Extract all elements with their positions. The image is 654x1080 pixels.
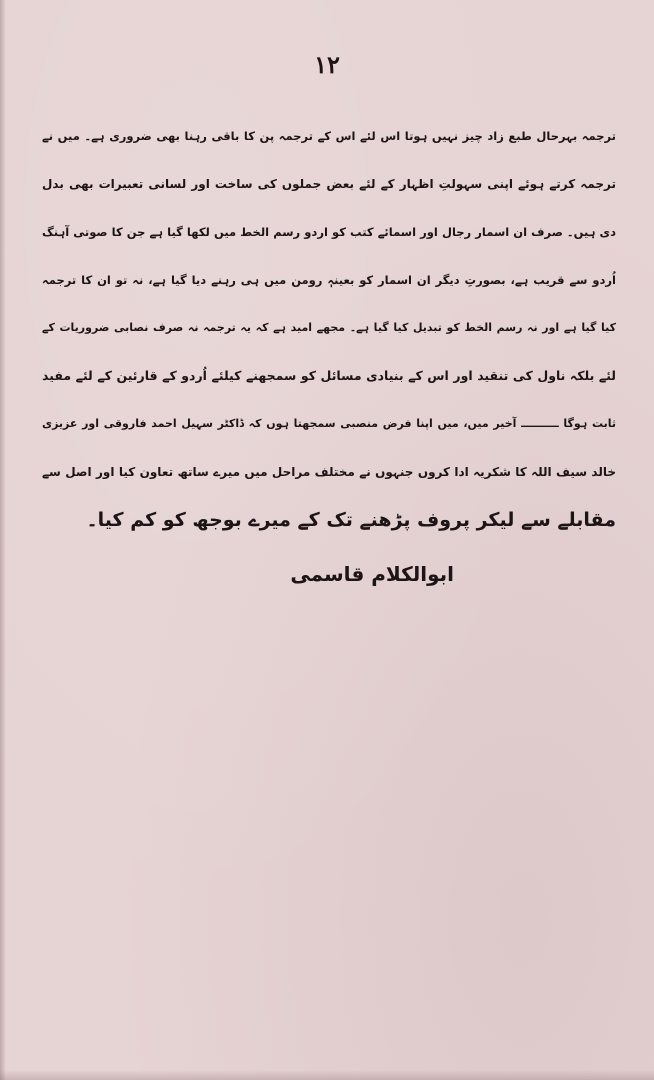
page-left-shadow <box>0 0 6 1080</box>
text-line-6: لئے بلکہ ناول کی تنقید اور اس کے بنیادی مسائل کو سمجھنے کیلئے اُردو کے قارئین کے لئے مفید <box>42 368 616 383</box>
page-number: ۱۲ <box>314 50 340 79</box>
text-line-8: خالد سیف اللہ کا شکریہ ادا کروں جنہوں نے مختلف مراحل میں میرے ساتھ تعاون کیا اور اصل سے <box>42 465 616 479</box>
page-bottom-shadow <box>0 1070 654 1080</box>
text-line-3: دی ہیں۔ صرف ان اسمار رجال اور اسمائے کتب کو اردو رسم الخط میں لکھا گیا ہے جن کا صوتی آہنگ <box>42 225 616 239</box>
text-line-1: ترجمہ بہرحال طبع زاد چیز نہیں ہوتا اس لئے اس کے ترجمہ پن کا باقی رہنا بھی ضروری ہے۔ میں نے <box>42 129 616 143</box>
body-paragraph <box>42 112 616 544</box>
text-line-7: ثابت ہوگا ــــــــــ آخیر میں، میں اپنا فرض منصبی سمجھتا ہوں کہ ڈاکٹر سہیل احمد فاروقی اور عزیزی <box>42 417 616 430</box>
author-signature: ابوالکلام قاسمی <box>290 562 454 586</box>
text-line-9: مقابلے سے لیکر پروف پڑھنے تک کے میرے بوجھ کو کم کیا۔ <box>86 509 616 531</box>
text-line-4: اُردو سے قریب ہے، بصورتِ دیگر ان اسمار کو بعینہٖ رومن میں ہی رہنے دیا گیا ہے، نہ تو ان کا ترجمہ <box>42 273 616 287</box>
text-line-2: ترجمہ کرتے ہوئے اپنی سہولتِ اظہار کے لئے بعض جملوں کی ساخت اور لسانی تعبیرات بھی بدل <box>42 177 616 191</box>
text-line-5: کیا گیا ہے اور نہ رسم الخط کو تبدیل کیا گیا ہے۔ مجھے امید ہے کہ یہ ترجمہ نہ صرف نصابی ضروریات کے <box>42 321 616 334</box>
